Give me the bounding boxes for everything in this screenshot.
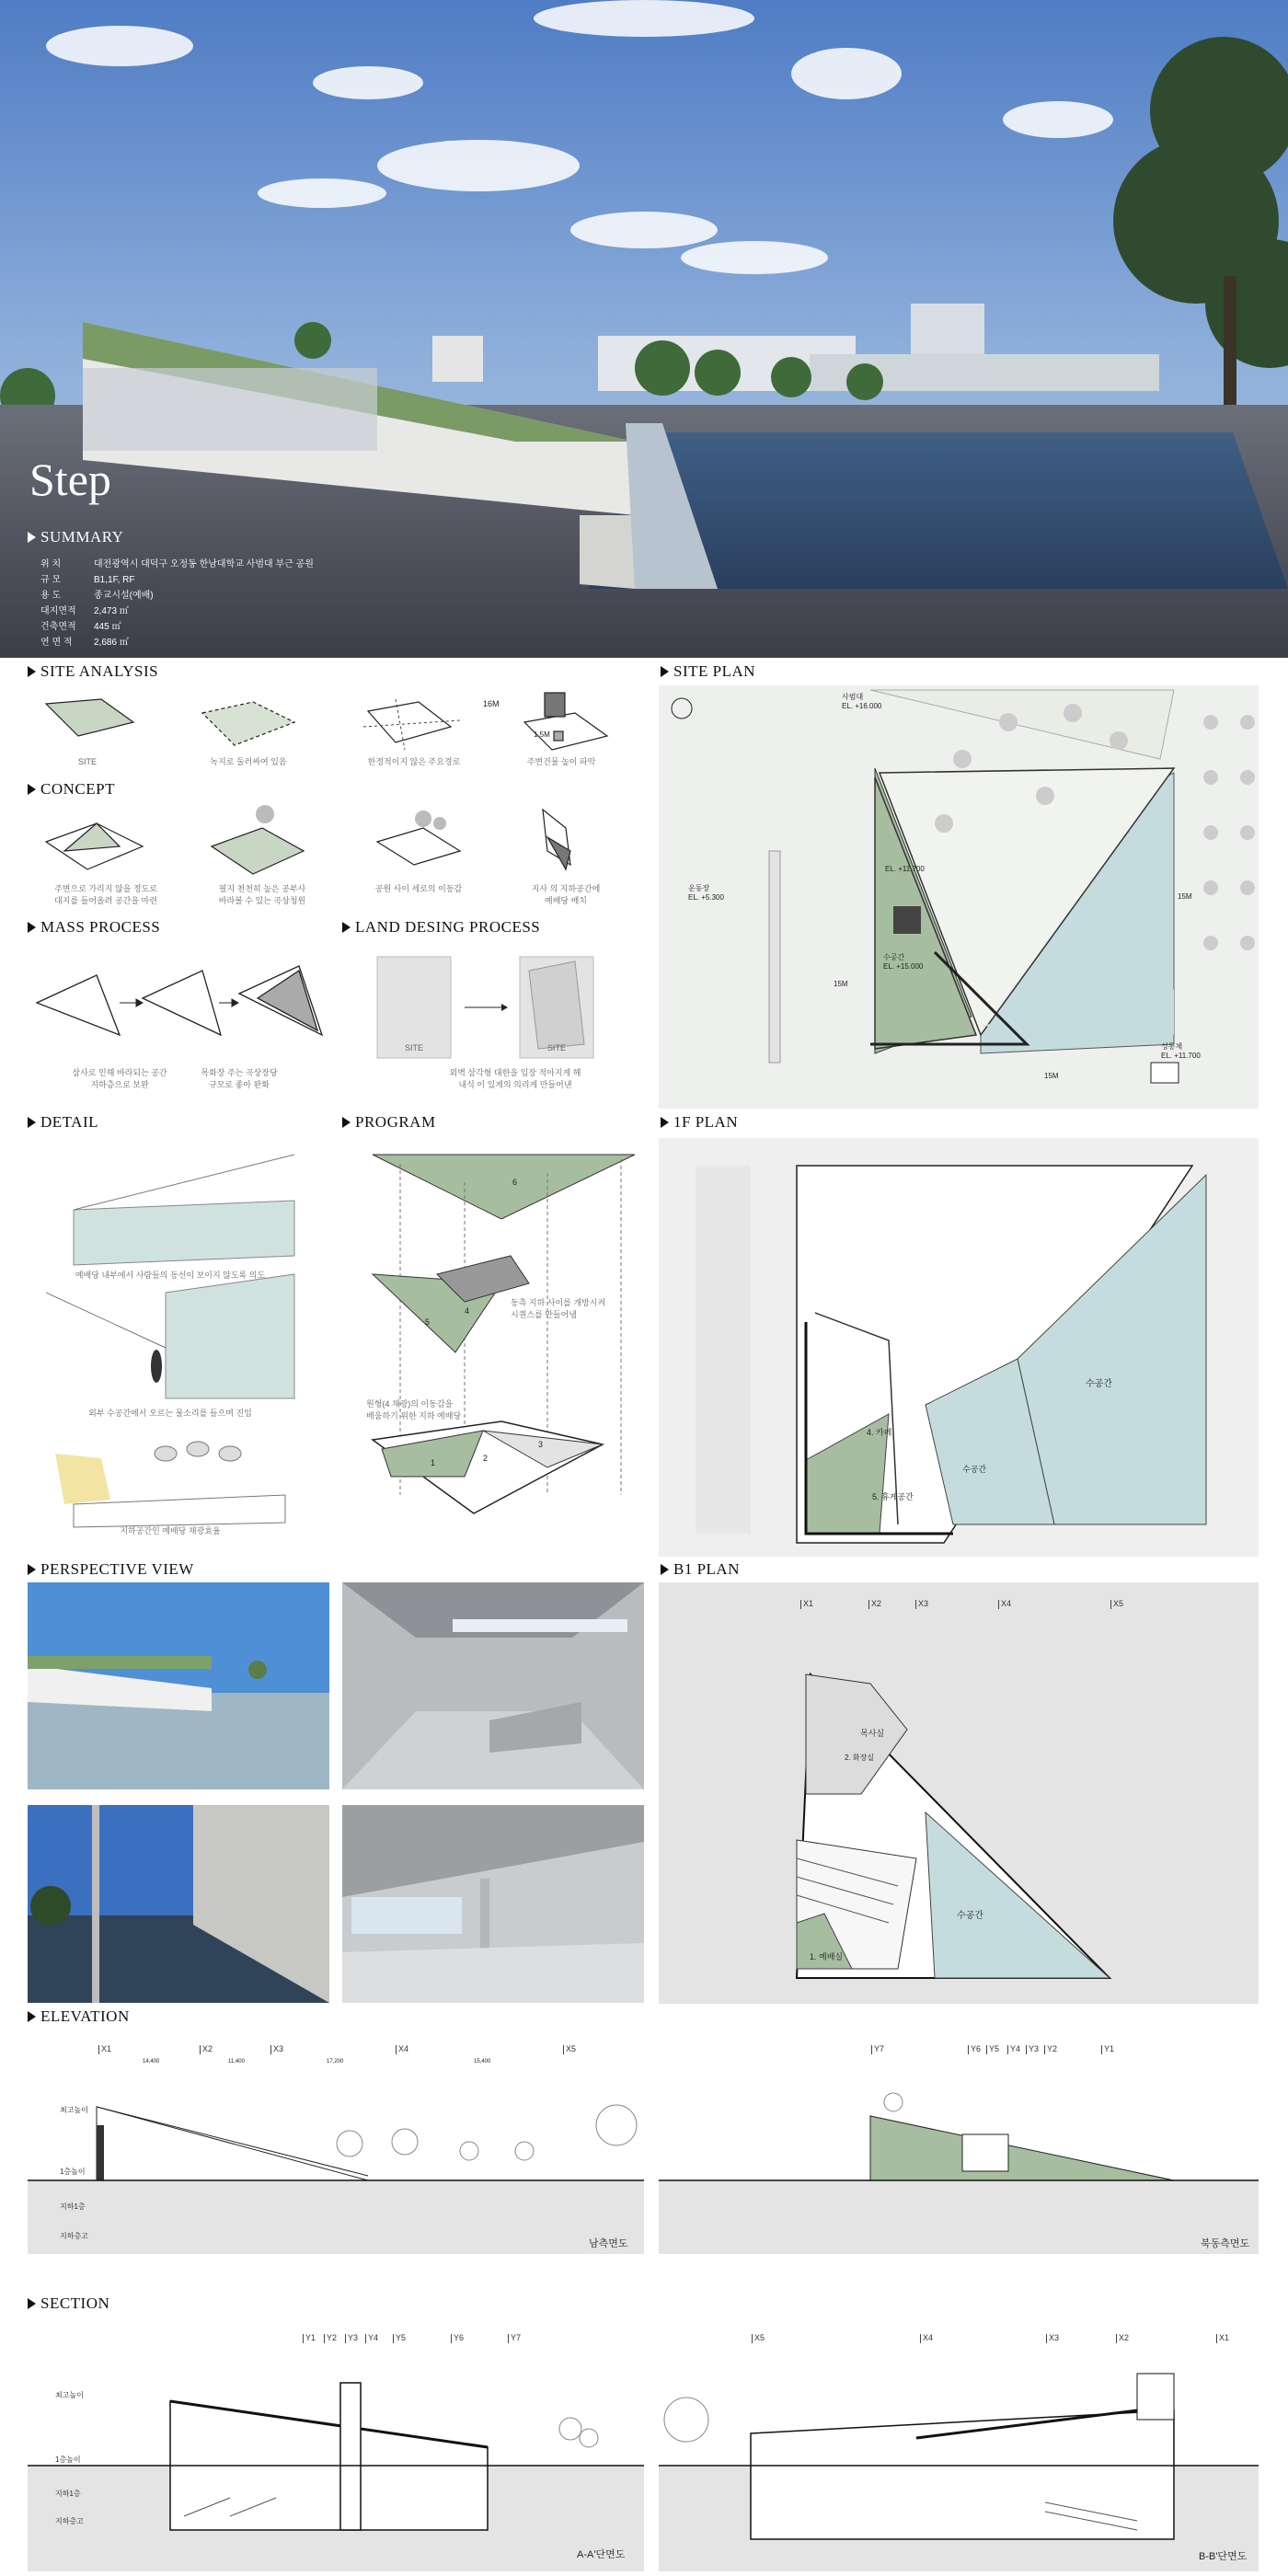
level-label: 지하1층 — [60, 2202, 86, 2211]
site-label: 성통체 EL. +11.700 — [1161, 1042, 1201, 1060]
land-caption: SITE — [404, 1043, 423, 1052]
grid-label: X2 — [1119, 2333, 1130, 2342]
grid-label: Y1 — [305, 2333, 316, 2342]
program-caption: 원형(4 채광)의 이동감을 배움하기 위한 지하 예배당 — [366, 1399, 462, 1420]
dimension-label: 17,200 — [327, 2059, 344, 2064]
grid-label: X4 — [1001, 1599, 1012, 1608]
concept-heading: CONCEPT — [28, 780, 115, 799]
mass-caption: 삼사로 인해 바라되는 공간 지하층으로 보완 — [72, 1068, 167, 1089]
grid-label: X5 — [754, 2333, 765, 2342]
detail-drawings — [46, 1136, 304, 1541]
b1-plan-heading: B1 PLAN — [661, 1560, 740, 1579]
elevation-south — [28, 2033, 644, 2254]
grid-label: Y7 — [511, 2333, 522, 2342]
dimension-label: 11,400 — [228, 2059, 245, 2064]
mass-process-heading: MASS PROCESS — [28, 918, 160, 937]
summary-row: 연 면 적 2,686 ㎡ — [40, 638, 129, 648]
grid-label: X2 — [871, 1599, 882, 1608]
site-label: 수공간 EL. +15.000 — [883, 953, 924, 971]
grid-label: Y5 — [396, 2333, 407, 2342]
grid-label: X3 — [1049, 2333, 1060, 2342]
room-label: 수공간 — [957, 1911, 983, 1921]
concept-diagrams — [28, 800, 644, 883]
grid-label: Y1 — [1104, 2044, 1115, 2053]
section-bb — [659, 2318, 1259, 2571]
grid-label: X4 — [923, 2333, 934, 2342]
drawing-label: A-A'단면도 — [577, 2549, 626, 2560]
mass-caption: 목화장 주는 곡상장당 규모로 좋아 완화 — [201, 1068, 278, 1089]
site-label: 운동장 EL. +5.300 — [688, 884, 724, 902]
level-label: 최고높이 — [55, 2391, 84, 2399]
grid-label: Y2 — [327, 2333, 338, 2342]
grid-label: Y3 — [348, 2333, 359, 2342]
section-heading: SECTION — [28, 2294, 109, 2313]
analysis-caption: SITE — [77, 757, 97, 766]
perspective-image-exterior — [28, 1582, 329, 1789]
dimension-label: 15M — [1178, 892, 1192, 901]
height-label: 1.5M — [534, 730, 550, 739]
dimension-label: 14,400 — [143, 2059, 160, 2064]
program-heading: PROGRAM — [342, 1113, 436, 1132]
summary-row: 규 모 B1,1F, RF — [40, 575, 135, 585]
program-number: 3 — [538, 1440, 544, 1449]
perspective-image-corridor — [28, 1805, 329, 2003]
level-label: 지하층고 — [60, 2232, 88, 2240]
room-label: 수공간 — [962, 1465, 987, 1474]
analysis-caption: 주변건물 높이 파악 — [526, 757, 596, 766]
grid-label: Y6 — [454, 2333, 465, 2342]
drawing-label: 북동측면도 — [1201, 2238, 1250, 2249]
concept-caption: 지사 의 지하공간에 예배당 배치 — [531, 884, 601, 905]
room-label: 2. 화장실 — [845, 1754, 875, 1762]
b1-plan-drawing — [659, 1582, 1259, 2004]
grid-label: Y4 — [368, 2333, 379, 2342]
grid-label: Y4 — [1010, 2044, 1021, 2053]
detail-heading: DETAIL — [28, 1113, 98, 1132]
program-number: 4 — [465, 1306, 470, 1316]
room-label: 1. 예배실 — [810, 1952, 844, 1961]
mass-process-diagrams — [28, 957, 331, 1049]
grid-label: Y2 — [1047, 2044, 1058, 2053]
program-exploded-axon — [363, 1145, 639, 1550]
room-label: 5. 휴게공간 — [872, 1492, 914, 1501]
project-title: Step — [29, 454, 111, 505]
program-number: 2 — [483, 1454, 489, 1463]
site-plan-heading: SITE PLAN — [661, 662, 755, 681]
program-caption: 동측 지하 사이를 개방시켜 시퀀스를 만들어냄 — [511, 1298, 606, 1319]
plan-1f-drawing — [659, 1138, 1259, 1557]
grid-label: Y7 — [874, 2044, 885, 2053]
concept-caption: 주변으로 가리지 않을 정도로 대지를 들어올려 공간을 마련 — [54, 884, 157, 905]
land-caption: SITE — [546, 1043, 566, 1052]
summary-row: 대지면적 2,473 ㎡ — [40, 606, 129, 616]
elevation-heading: ELEVATION — [28, 2007, 130, 2026]
grid-label: X3 — [918, 1599, 929, 1608]
elevation-northeast — [659, 2033, 1259, 2254]
program-number: 6 — [512, 1178, 518, 1187]
site-label: EL. +11.700 — [885, 865, 925, 873]
detail-caption: 예배당 내부에서 사람들의 동선이 보이지 않도록 의도 — [75, 1271, 266, 1280]
room-label: 목사실 — [860, 1729, 885, 1738]
perspective-image-hall — [342, 1805, 644, 2003]
program-number: 5 — [425, 1317, 431, 1327]
height-label: 16M — [483, 699, 500, 708]
room-label: 수공간 — [1086, 1379, 1112, 1389]
site-label: 사범대 EL. +16.000 — [842, 693, 882, 710]
grid-label: X5 — [566, 2044, 577, 2053]
grid-label: Y6 — [971, 2044, 982, 2053]
drawing-label: 남측면도 — [589, 2238, 628, 2249]
site-analysis-heading: SITE ANALYSIS — [28, 662, 158, 681]
hero-rendering — [0, 0, 1288, 658]
grid-label: X4 — [398, 2044, 409, 2053]
dimension-label: 15M — [834, 980, 848, 988]
room-label: 4. 카페 — [867, 1428, 892, 1437]
grid-label: X2 — [202, 2044, 213, 2053]
analysis-caption: 한정적이지 않은 주요경로 — [367, 757, 461, 766]
plan-1f-heading: 1F PLAN — [661, 1113, 738, 1132]
grid-label: X1 — [1219, 2333, 1230, 2342]
grid-label: X1 — [803, 1599, 814, 1608]
perspective-heading: PERSPECTIVE VIEW — [28, 1560, 194, 1579]
level-label: 1층높이 — [60, 2168, 86, 2176]
level-label: 1층높이 — [55, 2455, 81, 2464]
level-label: 지하1층 — [55, 2490, 81, 2498]
section-aa — [28, 2318, 644, 2571]
summary-row: 용 도 종교시설(예배) — [40, 591, 154, 601]
grid-label: Y5 — [989, 2044, 1000, 2053]
land-caption: 외벽 삼각형 대한을 입장 적아지게 해 내식 이 있게의 의리게 만들어낸 — [449, 1068, 581, 1089]
analysis-caption: 녹지로 둘러싸여 있음 — [210, 757, 287, 766]
level-label: 지하층고 — [55, 2517, 84, 2525]
drawing-label: B-B'단면도 — [1199, 2551, 1248, 2562]
dimension-label: 15M — [1044, 1072, 1059, 1080]
summary-row: 건축면적 445 ㎡ — [40, 622, 121, 632]
concept-caption: 필지 천천히 높은 공부사 바라볼 수 있는 곡상청원 — [218, 884, 306, 905]
grid-label: X3 — [273, 2044, 284, 2053]
perspective-image-interior — [342, 1582, 644, 1789]
dimension-label: 15,400 — [474, 2059, 491, 2064]
grid-label: X1 — [101, 2044, 112, 2053]
program-number: 1 — [431, 1458, 436, 1467]
detail-caption: 외부 수공간에서 오르는 물소리를 들으며 진입 — [88, 1409, 252, 1418]
summary-row: 위 치 대전광역시 대덕구 오정동 한남대학교 사범대 부근 공원 — [40, 559, 314, 569]
grid-label: Y3 — [1029, 2044, 1040, 2053]
land-process-heading: LAND DESING PROCESS — [342, 918, 540, 937]
concept-caption: 공원 사이 세로의 이동감 — [374, 884, 463, 893]
grid-label: X5 — [1113, 1599, 1124, 1608]
level-label: 최고높이 — [60, 2106, 88, 2114]
summary-heading: SUMMARY — [28, 528, 123, 546]
detail-caption: 지하공간인 예배당 채광효율 — [120, 1526, 221, 1535]
